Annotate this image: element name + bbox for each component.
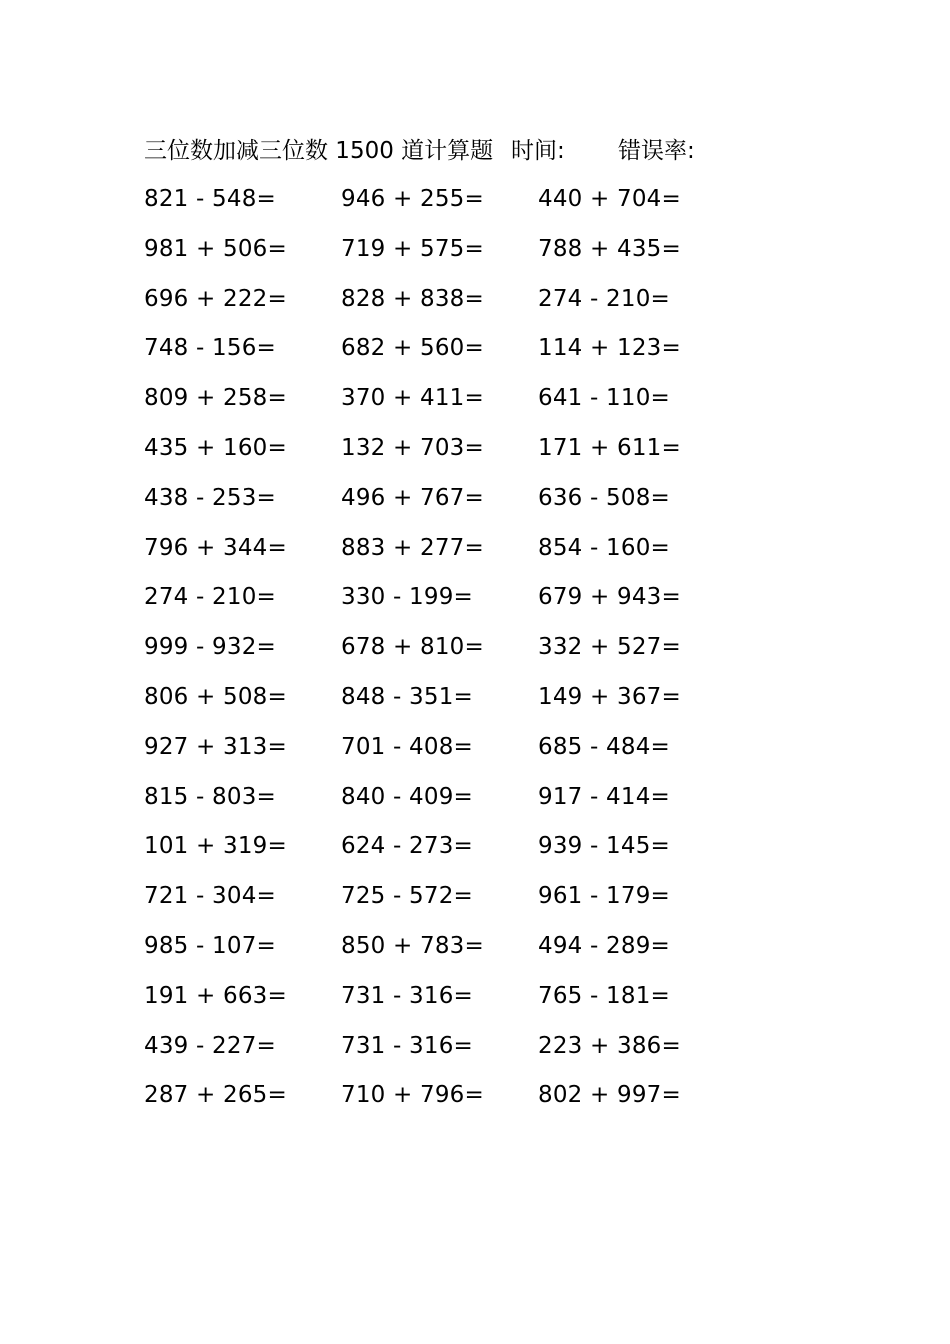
- problem-item: 850 + 783=: [341, 932, 484, 959]
- problem-item: 917 - 414=: [538, 783, 670, 810]
- worksheet-title: 三位数加减三位数 1500 道计算题: [144, 138, 494, 164]
- problem-item: 132 + 703=: [341, 434, 484, 461]
- problem-item: 439 - 227=: [144, 1032, 276, 1059]
- time-label: 时间:: [511, 138, 565, 164]
- problem-item: 883 + 277=: [341, 534, 484, 561]
- problem-item: 946 + 255=: [341, 186, 484, 212]
- problem-item: 678 + 810=: [341, 634, 484, 661]
- problem-item: 848 - 351=: [341, 683, 473, 710]
- problem-item: 725 - 572=: [341, 883, 473, 910]
- error-rate-label: 错误率:: [618, 138, 695, 164]
- problem-item: 679 + 943=: [538, 584, 681, 611]
- problem-item: 788 + 435=: [538, 235, 681, 262]
- problem-item: 981 + 506=: [144, 235, 287, 262]
- problem-item: 840 - 409=: [341, 783, 473, 810]
- problem-item: 682 + 560=: [341, 335, 484, 362]
- problem-item: 815 - 803=: [144, 783, 276, 810]
- problem-item: 274 - 210=: [144, 584, 276, 611]
- problem-item: 641 - 110=: [538, 385, 670, 412]
- problem-item: 440 + 704=: [538, 186, 681, 212]
- problem-item: 961 - 179=: [538, 883, 670, 910]
- problem-item: 332 + 527=: [538, 634, 681, 661]
- problem-item: 985 - 107=: [144, 932, 276, 959]
- problem-item: 710 + 796=: [341, 1082, 484, 1109]
- problem-item: 809 + 258=: [144, 385, 287, 412]
- problem-item: 101 + 319=: [144, 833, 287, 860]
- problem-item: 731 - 316=: [341, 1032, 473, 1059]
- problem-item: 854 - 160=: [538, 534, 670, 561]
- problem-item: 171 + 611=: [538, 434, 681, 461]
- problem-item: 731 - 316=: [341, 982, 473, 1009]
- problem-item: 721 - 304=: [144, 883, 276, 910]
- problem-grid: [144, 182, 784, 1128]
- problem-item: 828 + 838=: [341, 285, 484, 312]
- problem-item: 939 - 145=: [538, 833, 670, 860]
- problem-item: 685 - 484=: [538, 733, 670, 760]
- problem-item: 496 + 767=: [341, 484, 484, 511]
- problem-item: 927 + 313=: [144, 733, 287, 760]
- problem-item: 802 + 997=: [538, 1082, 681, 1109]
- problem-item: 701 - 408=: [341, 733, 473, 760]
- problem-item: 114 + 123=: [538, 335, 681, 362]
- problem-item: 719 + 575=: [341, 235, 484, 262]
- problem-item: 330 - 199=: [341, 584, 473, 611]
- problem-item: 624 - 273=: [341, 833, 473, 860]
- problem-item: 748 - 156=: [144, 335, 276, 362]
- problem-item: 999 - 932=: [144, 634, 276, 661]
- problem-item: 370 + 411=: [341, 385, 484, 412]
- problem-item: 223 + 386=: [538, 1032, 681, 1059]
- problem-item: 438 - 253=: [144, 484, 276, 511]
- problem-item: 696 + 222=: [144, 285, 287, 312]
- problem-item: 806 + 508=: [144, 683, 287, 710]
- problem-item: 821 - 548=: [144, 186, 276, 212]
- problem-item: 274 - 210=: [538, 285, 670, 312]
- problem-item: 287 + 265=: [144, 1082, 287, 1109]
- problem-item: 765 - 181=: [538, 982, 670, 1009]
- problem-item: 494 - 289=: [538, 932, 670, 959]
- problem-item: 149 + 367=: [538, 683, 681, 710]
- problem-item: 191 + 663=: [144, 982, 287, 1009]
- problem-item: 636 - 508=: [538, 484, 670, 511]
- problem-item: 435 + 160=: [144, 434, 287, 461]
- problem-item: 796 + 344=: [144, 534, 287, 561]
